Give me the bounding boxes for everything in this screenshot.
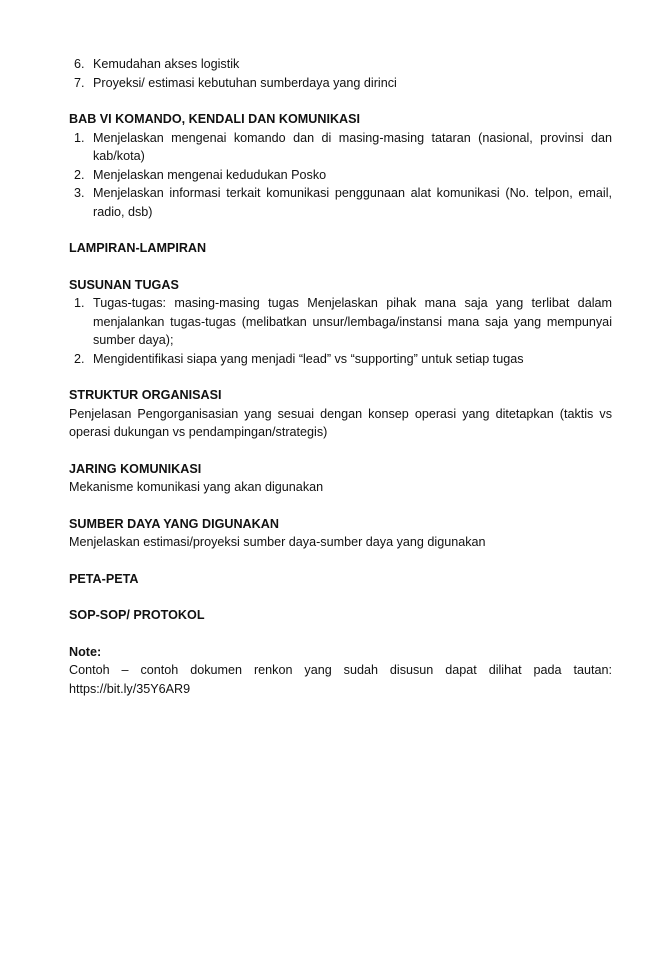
list-item <box>69 294 612 350</box>
susunan-tugas-heading: SUSUNAN TUGAS <box>69 277 179 292</box>
jaring-text: Mekanisme komunikasi yang akan digunakan <box>69 480 324 494</box>
bab6-list <box>69 129 612 222</box>
list-text: Menjelaskan mengenai komando dan di masing-masing tataran (nasional, provinsi dan kab/kota) <box>93 130 612 163</box>
list-item <box>69 184 612 221</box>
list-item <box>69 350 612 369</box>
list-number: 7. <box>74 75 85 90</box>
note-heading: Note: <box>69 644 102 659</box>
list-item <box>69 55 612 74</box>
intro-list <box>69 55 612 92</box>
list-text: Mengidentifikasi siapa yang menjadi “lead” vs “supporting” untuk setiap tugas <box>93 351 524 366</box>
list-text: Tugas-tugas: masing-masing tugas Menjelaskan pihak mana saja yang terlibat dalam menjalankan tugas-tugas (melibatkan unsur/lembaga/instansi mana saja yang mempunyai sumber daya); <box>93 296 612 347</box>
list-text: Menjelaskan informasi terkait komunikasi penggunaan alat komunikasi (No. telpon, email, radio, dsb) <box>93 186 612 219</box>
list-item <box>69 166 612 185</box>
list-item <box>69 74 612 93</box>
list-text: Kemudahan akses logistik <box>93 57 240 71</box>
lampiran-heading: LAMPIRAN-LAMPIRAN <box>69 241 207 255</box>
list-text: Proyeksi/ estimasi kebutuhan sumberdaya yang dirinci <box>93 75 397 90</box>
sumber-daya-text: Menjelaskan estimasi/proyeksi sumber daya-sumber daya yang digunakan <box>69 535 486 549</box>
list-number: 2. <box>74 351 85 366</box>
jaring-heading: JARING KOMUNIKASI <box>69 461 202 476</box>
struktur-heading: STRUKTUR ORGANISASI <box>69 388 222 402</box>
list-text: Menjelaskan mengenai kedudukan Posko <box>93 167 327 182</box>
struktur-text: Penjelasan Pengorganisasian yang sesuai dengan konsep operasi yang ditetapkan (taktis vs operasi dukungan vs pendampingan/strategis) <box>69 406 612 439</box>
list-number: 1. <box>74 130 85 145</box>
note-text: Contoh – contoh dokumen renkon yang sudah disusun dapat dilihat pada tautan: https://bit.ly/35Y6AR9 <box>69 663 612 696</box>
sumber-daya-heading: SUMBER DAYA YANG DIGUNAKAN <box>69 516 279 531</box>
sop-heading: SOP-SOP/ PROTOKOL <box>69 608 205 622</box>
bab6-heading: BAB VI KOMANDO, KENDALI DAN KOMUNIKASI <box>69 112 361 126</box>
list-item <box>69 129 612 166</box>
list-number: 2. <box>74 167 85 182</box>
susunan-tugas-list <box>69 294 612 368</box>
list-number: 6. <box>74 57 85 71</box>
list-number: 1. <box>74 296 85 310</box>
peta-heading: PETA-PETA <box>69 571 139 586</box>
list-number: 3. <box>74 186 85 200</box>
